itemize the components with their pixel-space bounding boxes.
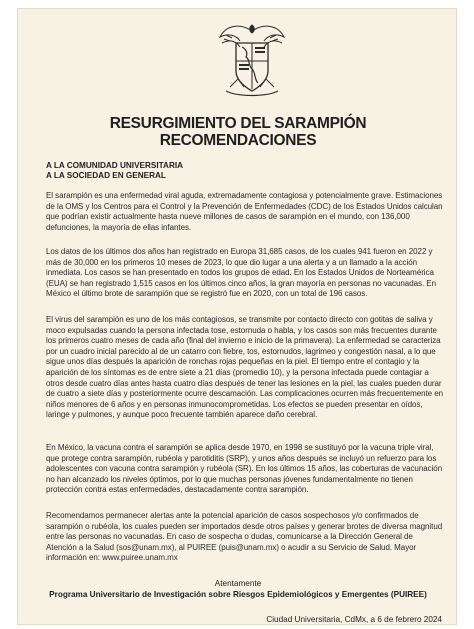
body-paragraph: En México, la vacuna contra el sarampión se aplica desde 1970, en 1998 se sustituyó por la vacuna triple viral, que protege contra sarampión, rubéola y parotiditis (SRP), y unos años después se incluyó un refuerzo para los adolescentes con vacuna contra sarampión y rubéola (SR). En los últimos 15 años, las coberturas de vacunación no han alcanzado los niveles óptimos, por lo que muchas personas jóvenes fundamentalmente no tienen protección contra estas enfermedades, destacadamente contra sarampión. — [46, 443, 443, 495]
date-line: Ciudad Universitaria, CdMx, a 6 de febrero 2024 — [266, 615, 442, 624]
communique-sheet — [17, 8, 457, 625]
closing-salutation: Atentamente — [214, 579, 262, 588]
body-paragraph: El sarampión es una enfermedad viral aguda, extremadamente contagiosa y potencialmente grave. Estimaciones de la OMS y los Centros para el Control y la Prevención de Enfermedades (CDC) de los Estados Unidos calculan que podrían existir actualmente hasta nueve millones de casos de sarampión en el mundo, con 136,000 defunciones, la mayoría de ellas infantes. — [46, 191, 443, 232]
recommendations-paragraph: Recomendamos permanecer alertas ante la potencial aparición de casos sospechosos y/o confirmados de sarampión o rubéola, los cuales pueden ser importados desde otros países y generar brotes de diversa magnitud entre las personas no vacunadas. En caso de sospecha o dudas, comunicarse a la Dirección General de Atención a la Salud (sos@unam.mx), al PUIREE (puis@unam.mx) o acudir a su Servicio de Salud. Mayor información en: www.puiree.unam.mx — [46, 511, 443, 563]
document-subtitle: RECOMENDACIONES — [159, 132, 317, 149]
addressee-line: A LA COMUNIDAD UNIVERSITARIA — [46, 161, 184, 170]
unam-coat-of-arms-icon — [218, 21, 286, 99]
addressee-block — [46, 161, 183, 181]
body-paragraph: Los datos de los últimos dos años han registrado en Europa 31,685 casos, de los cuales 941 fueron en 2022 y más de 30,000 en los primeros 10 meses de 2023, lo que dio lugar a una alerta y a un llamado a la acción inmediata. Los casos se han presentado en todos los grupos de edad. En los Estados Unidos de Norteamérica (EUA) se han registrado 1,515 casos en los últimos cinco años, la gran mayoría en personas no vacunadas. En México el último brote de sarampión que se registró fue en 2020, con un total de 196 casos. — [46, 247, 436, 299]
body-paragraph: El virus del sarampión es uno de los más contagiosos, se transmite por contacto directo con gotitas de saliva y moco expulsadas cuando la persona infectada tose, estornuda o habla, y los casos son más frecuentes durante los primeros cuatro meses de cada año (final del invierno e inicio de la primavera). La enfermedad se caracteriza por un cuadro inicial parecido al de un catarro con fiebre, tos, estornudos, lagrimeo y congestión nasal, a lo que sigue unos días después la aparición de ronchas rojas pequeñas en la piel. El tiempo entre el contagio y la aparición de los síntomas es de entre siete a 21 días (promedio 10), y la persona infectada puede contagiar a otros desde cuatro días antes hasta cuatro días después de tener las lesiones en la piel, las cuales pueden durar de cuatro a siete días y posteriormente ocurre descamación. Las complicaciones ocurren más frecuentemente en niños menores de 6 años y en personas inmunocomprometidas. Los efectos se pueden presentar en oídos, laringe y pulmones, y aunque poco frecuente también aparece daño cerebral. — [46, 315, 444, 420]
document-title: RESURGIMIENTO DEL SARAMPIÓN — [109, 115, 367, 132]
signing-organization: Programa Universitario de Investigación sobre Riesgos Epidemiológicos y Emergentes (PUIREE) — [49, 590, 427, 599]
addressee-line: A LA SOCIEDAD EN GENERAL — [46, 171, 166, 180]
